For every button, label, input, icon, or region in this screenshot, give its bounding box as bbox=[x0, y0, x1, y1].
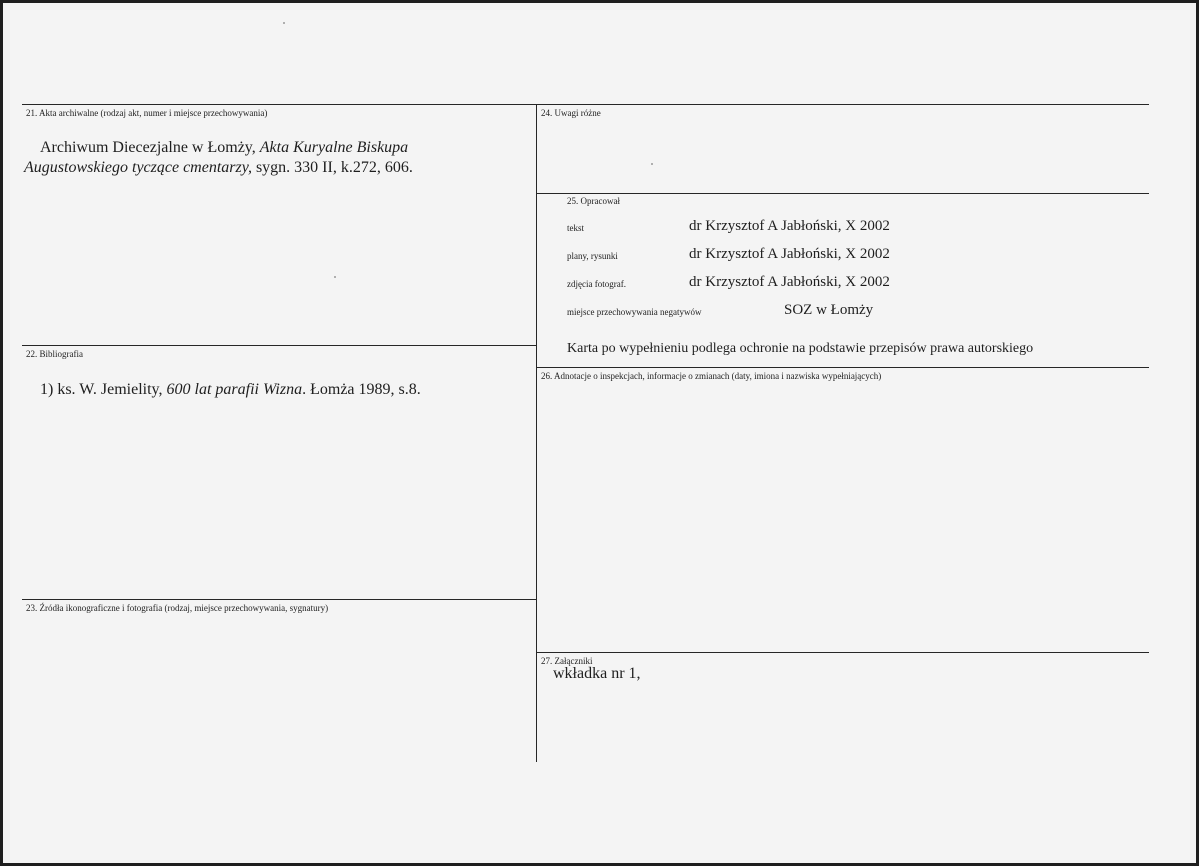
prepared-text-label: tekst bbox=[567, 223, 584, 233]
section-21-label: 21. Akta archiwalne (rodzaj akt, numer i miejsce przechowywania) bbox=[26, 108, 268, 118]
divider-section-22 bbox=[22, 345, 537, 346]
divider-top-right bbox=[537, 104, 1149, 105]
divider-section-23 bbox=[22, 599, 537, 600]
divider-section-27 bbox=[537, 652, 1149, 653]
bibliography-publication: . Łomża 1989, s.8. bbox=[302, 381, 421, 398]
section-21-line-1 bbox=[40, 139, 408, 157]
archive-signature: sygn. 330 II, k.272, 606. bbox=[251, 159, 413, 176]
scan-speck bbox=[651, 163, 653, 165]
bibliography-title: 600 lat parafii Wizna bbox=[166, 381, 303, 398]
copyright-note: Karta po wypełnieniu podlega ochronie na podstawie przepisów prawa autorskiego bbox=[567, 341, 1034, 356]
prepared-plans-value: dr Krzysztof A Jabłoński, X 2002 bbox=[689, 246, 890, 262]
section-24-label: 24. Uwagi różne bbox=[541, 108, 601, 118]
section-21-line-2 bbox=[24, 159, 413, 177]
attachments-value: wkładka nr 1, bbox=[553, 665, 641, 682]
prepared-photos-value: dr Krzysztof A Jabłoński, X 2002 bbox=[689, 274, 890, 290]
negatives-location-label: miejsce przechowywania negatywów bbox=[567, 307, 702, 317]
divider-top-left bbox=[22, 104, 537, 105]
section-23-label: 23. Źródła ikonograficzne i fotografia (rodzaj, miejsce przechowywania, sygnatury) bbox=[26, 603, 329, 613]
prepared-plans-label: plany, rysunki bbox=[567, 251, 618, 261]
section-25-label: 25. Opracował bbox=[567, 196, 620, 206]
prepared-text-value: dr Krzysztof A Jabłoński, X 2002 bbox=[689, 218, 890, 234]
scan-speck bbox=[283, 22, 285, 24]
prepared-photos-label: zdjęcia fotograf. bbox=[567, 279, 626, 289]
archive-series-title-2: Augustowskiego tyczące cmentarzy, bbox=[24, 159, 252, 176]
scan-speck bbox=[334, 276, 336, 278]
bibliography-entry bbox=[40, 381, 421, 399]
section-27-label: 27. Załączniki bbox=[541, 656, 593, 666]
section-22-label: 22. Bibliografia bbox=[26, 349, 83, 359]
divider-section-26 bbox=[537, 367, 1149, 368]
divider-vertical-main bbox=[536, 104, 537, 762]
divider-section-25 bbox=[537, 193, 1149, 194]
negatives-location-value: SOZ w Łomży bbox=[784, 302, 874, 318]
archive-name: Archiwum Diecezjalne w Łomży, bbox=[40, 139, 260, 156]
section-26-label: 26. Adnotacje o inspekcjach, informacje o zmianach (daty, imiona i nazwiska wypełniających) bbox=[541, 371, 882, 381]
bibliography-author: 1) ks. W. Jemielity, bbox=[40, 381, 167, 398]
archive-series-title-1: Akta Kuryalne Biskupa bbox=[259, 139, 409, 156]
